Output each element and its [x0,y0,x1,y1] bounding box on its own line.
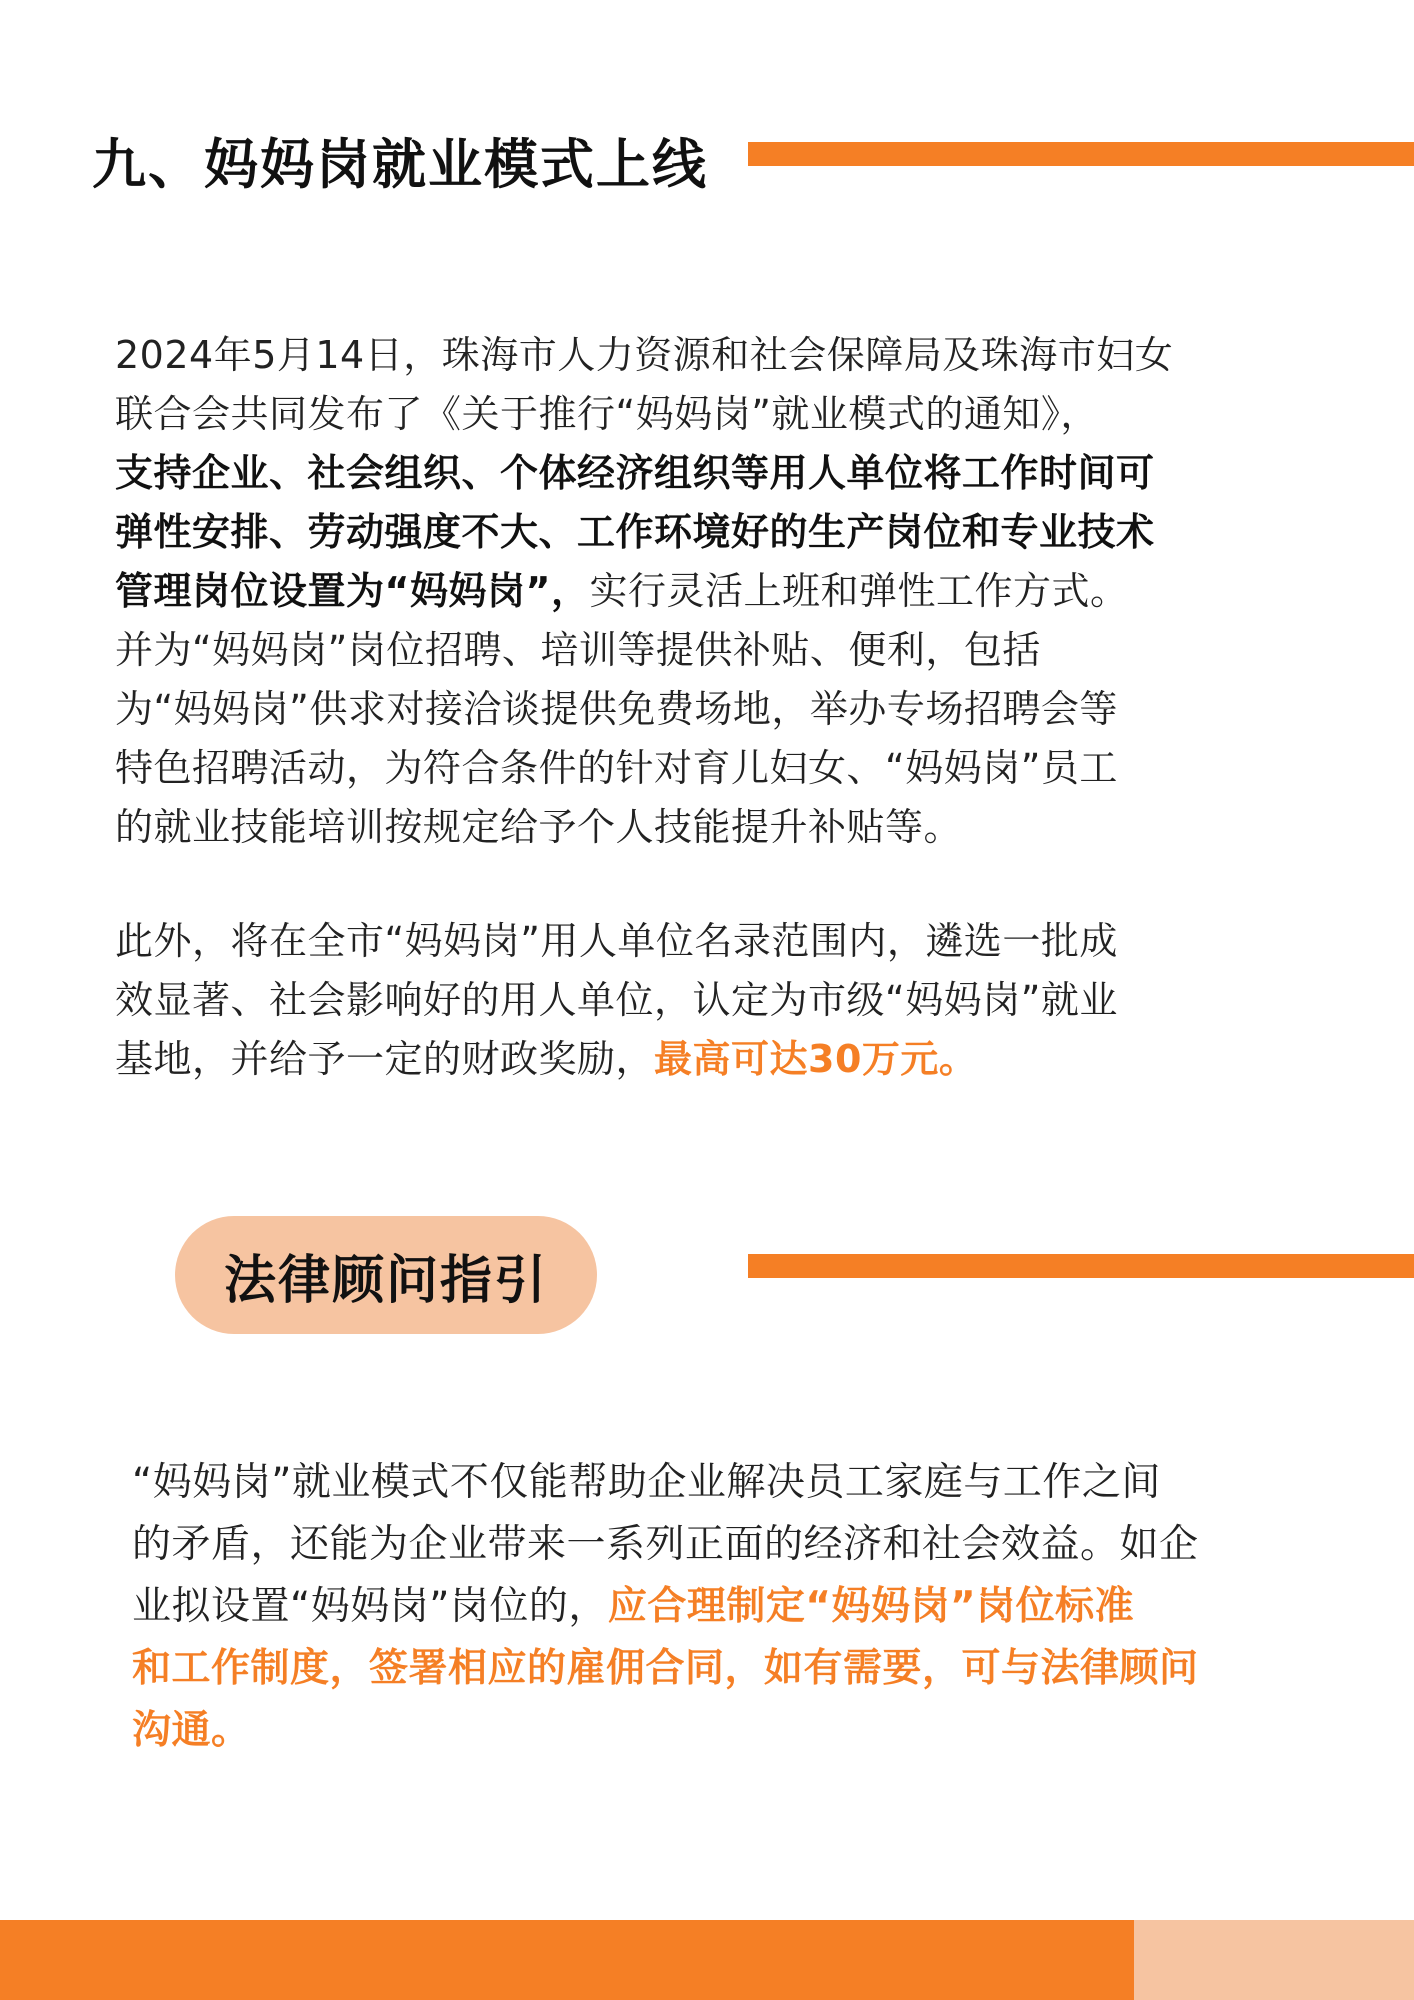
text-line [115,971,1255,1030]
body-text: 效显著、社会影响好的用人单位，认定为市级“妈妈岗”就业 [115,978,1118,1022]
highlight-text: 最高可达30万元。 [654,1037,978,1081]
text-line [115,1030,1255,1089]
body-text: 并为“妈妈岗”岗位招聘、培训等提供补贴、便利，包括 [115,628,1041,672]
text-line [132,1700,1272,1762]
body-text: 联合会共同发布了《关于推行“妈妈岗”就业模式的通知》， [115,392,1099,436]
body-text: 基地，并给予一定的财政奖励， [115,1037,655,1081]
award-paragraph [115,912,1255,1089]
text-line [115,503,1255,562]
heading-accent-bar [748,142,1414,166]
body-text: 此外，将在全市“妈妈岗”用人单位名录范围内，遴选一批成 [115,919,1118,963]
text-line [115,798,1255,857]
text-line [132,1452,1272,1514]
highlight-text: 沟通。 [132,1708,251,1753]
text-line [115,562,1255,621]
text-line [115,326,1255,385]
text-line [132,1576,1272,1638]
text-line [115,912,1255,971]
text-line [132,1514,1272,1576]
body-text: “妈妈岗”就业模式不仅能帮助企业解决员工家庭与工作之间 [132,1460,1161,1505]
section-accent-bar [748,1254,1414,1278]
page-title: 九、妈妈岗就业模式上线 [92,133,708,196]
body-text: 2024年5月14日，珠海市人力资源和社会保障局及珠海市妇女 [115,333,1174,377]
body-text: 业拟设置“妈妈岗”岗位的， [132,1584,608,1629]
body-text: 的就业技能培训按规定给予个人技能提升补贴等。 [115,805,963,849]
text-line [132,1638,1272,1700]
body-text: 为“妈妈岗”供求对接洽谈提供免费场地，举办专场招聘会等 [115,687,1118,731]
body-text: 特色招聘活动，为符合条件的针对育儿妇女、“妈妈岗”员工 [115,746,1118,790]
text-line [115,739,1255,798]
highlight-text: 应合理制定“妈妈岗”岗位标准 [607,1584,1135,1629]
bold-text: 弹性安排、劳动强度不大、工作环境好的生产岗位和专业技术 [115,510,1155,554]
bold-text: 支持企业、社会组织、个体经济组织等用人单位将工作时间可 [115,451,1155,495]
section-label: 法律顾问指引 [223,1250,548,1311]
footer-bar-orange [0,1920,1134,2000]
text-line [115,385,1255,444]
body-text: 实行灵活上班和弹性工作方式。 [589,569,1129,613]
highlight-text: 和工作制度，签署相应的雇佣合同，如有需要，可与法律顾问 [132,1646,1199,1691]
text-line [115,444,1255,503]
section-label-pill [175,1216,597,1334]
legal-advice-paragraph [132,1452,1272,1762]
text-line [115,680,1255,739]
intro-paragraph [115,326,1255,857]
text-line [115,621,1255,680]
bold-text: 管理岗位设置为“妈妈岗”， [115,569,590,613]
footer-bar-peach [1134,1920,1414,2000]
body-text: 的矛盾，还能为企业带来一系列正面的经济和社会效益。如企 [132,1522,1199,1567]
